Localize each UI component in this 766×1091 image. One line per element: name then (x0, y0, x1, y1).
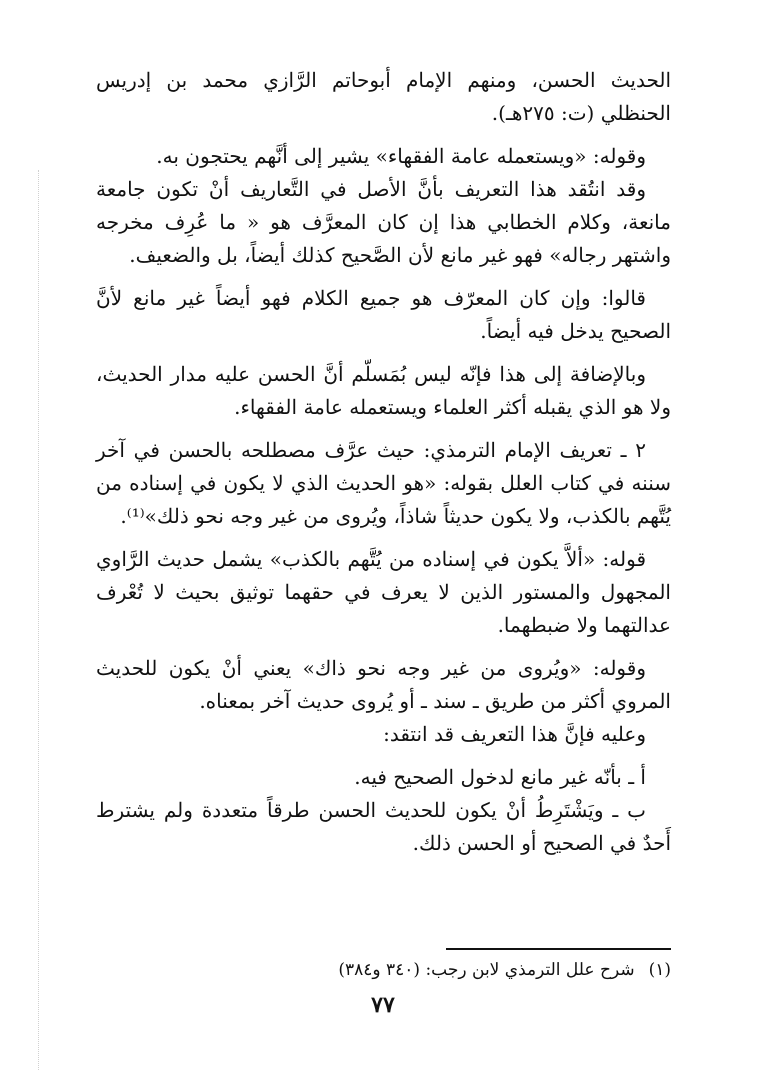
paragraph-7: قوله: «ألاَّ يكون في إسناده من يُتَّهم بالكذب» يشمل حديث الرَّاوي المجهول والمستور الذين لا يعرف في حقهما توثيق بحيث لا تُعْرف عدالتهما ولا ضبطهما. (96, 547, 671, 637)
page-number: ٧٧ (371, 992, 395, 1018)
paragraph-9: وعليه فإنَّ هذا التعريف قد انتقد: (383, 722, 646, 746)
paragraph-1: الحديث الحسن، ومنهم الإمام أبوحاتم الرَّازي محمد بن إدريس الحنظلي (ت: ٢٧٥هـ). (96, 68, 671, 125)
scan-edge-marks (38, 170, 40, 1070)
paragraph-8: وقوله: «ويُروى من غير وجه نحو ذاك» يعني أنْ يكون للحديث المروي أكثر من طريق ـ سند ـ أو يُروى حديث آخر بمعناه. (96, 656, 671, 713)
paragraph-10: أ ـ بأنّه غير مانع لدخول الصحيح فيه. (354, 765, 646, 789)
paragraph-3: وقد انتُقد هذا التعريف بأنَّ الأصل في التَّعاريف أنْ تكون جامعة مانعة، وكلام الخطابي هذا إن كان المعرَّف هو « ما عُرِف مخرجه واشتهر رجاله» فهو غير مانع لأن الصَّحيح كذلك أيضاً، بل والضعيف. (96, 177, 671, 267)
paragraph-11: ب ـ ويَشْتَرِطُ أنْ يكون للحديث الحسن طرقاً متعددة ولم يشترط أَحدٌ في الصحيح أو الحسن ذلك. (96, 798, 671, 855)
paragraph-5: وبالإضافة إلى هذا فإنّه ليس بُمَسلّم أنَّ الحسن عليه مدار الحديث، ولا هو الذي يقبله أكثر العلماء ويستعمله عامة الفقهاء. (96, 362, 671, 419)
main-text (96, 64, 671, 860)
paragraph-6: ٢ ـ تعريف الإمام الترمذي: حيث عرَّف مصطلحه بالحسن في آخر سننه في كتاب العلل بقوله: «هو الحديث الذي لا يكون في إسناده من يُتَّهم بالكذب، ولا يكون حديثاً شاذاً، ويُروى من غير وجه نحو ذلك»⁽¹⁾. (96, 438, 671, 528)
footnote-separator (446, 948, 671, 950)
footnote-number: (١) (648, 960, 671, 980)
paragraph-2: وقوله: «ويستعمله عامة الفقهاء» يشير إلى أنَّهم يحتجون به. (156, 144, 646, 168)
paragraph-4: قالوا: وإن كان المعرّف هو جميع الكلام فهو أيضاً غير مانع لأنَّ الصحيح يدخل فيه أيضاً. (96, 286, 671, 343)
footnote (96, 956, 671, 984)
footnote-text: شرح علل الترمذي لابن رجب: (٣٤٠ و٣٨٤) (338, 960, 635, 980)
